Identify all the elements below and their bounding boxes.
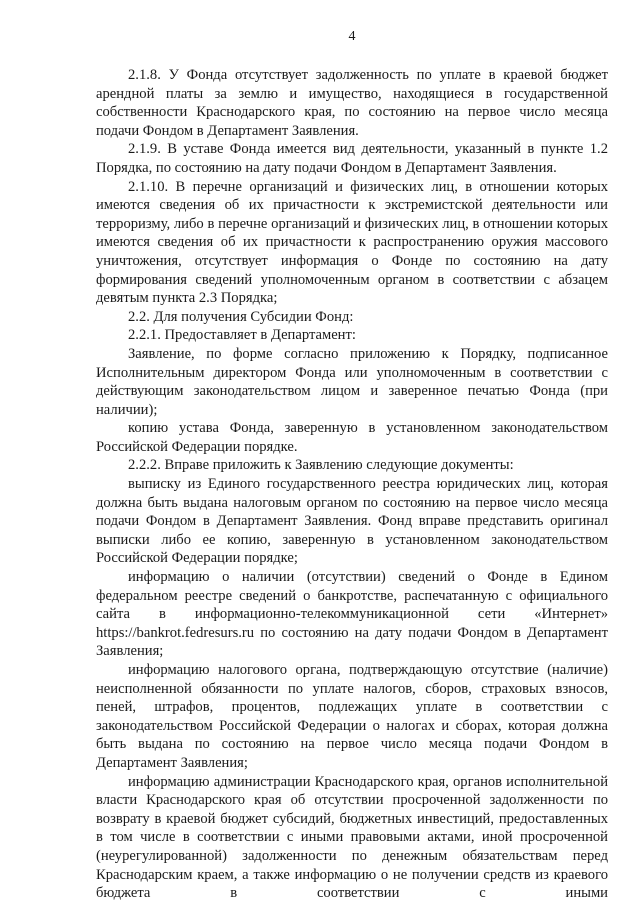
paragraph-application: Заявление, по форме согласно приложению к Порядку, подписанное Исполнительным директором Фонда или уполномоченным в соответствии с действующим законодательством лицом и заверенное печатью Фонда (при наличии); (96, 345, 608, 418)
paragraph-2-1-8: 2.1.8. У Фонда отсутствует задолженность по уплате в краевой бюджет арендной платы за землю и имущество, находящиеся в государственной собственности Краснодарского края, по состоянию на первое число месяца подачи Фондом в Департамент Заявления. (96, 67, 608, 139)
paragraph-registry-extract: выписку из Единого государственного реестра юридических лиц, которая должна быть выдана налоговым органом по состоянию на первое число месяца подачи Фондом в Департамент Заявления. Фонд вправе представить оригинал выписки либо ее копию, заверенную в установленном законодательством Российской Федерации порядке; (96, 476, 608, 567)
paragraph-2-2-1: 2.2.1. Предоставляет в Департамент: (128, 327, 356, 344)
paragraph-2-2: 2.2. Для получения Субсидии Фонд: (128, 308, 354, 325)
paragraph-administration-info: информацию администрации Краснодарского края, органов исполнительной власти Краснодарского края об отсутствии просроченной задолженности по возврату в краевой бюджет субсидий, бюджетных инвестиций, предоставленных в том числе в соответствии с иными правовыми актами, иной просроченной (неурегулированной) задолженности по денежным обязательствам перед Краснодарским краем, а также информацию о не получении средств из краевого бюджета в соответствии с иными (96, 773, 608, 902)
paragraph-tax-info: информацию налогового органа, подтверждающую отсутствие (наличие) неисполненной обязанности по уплате налогов, сборов, страховых взносов, пеней, штрафов, процентов, подлежащих уплате в соответствии с законодательством Российской Федерации о налогах и сборах, которая должна быть выдана по состоянию на первое число месяца подачи Фондом в Департамент Заявления; (96, 662, 608, 771)
document-body (96, 66, 608, 903)
page-number: 4 (348, 29, 356, 44)
paragraph-bankruptcy-info: информацию о наличии (отсутствии) сведений о Фонде в Едином федеральном реестре сведений о банкротстве, распечатанную с официального сайта в информационно-телекоммуникационной сети «Интернет» https://bankrot.fedresurs.ru по состоянию на дату подачи Фондом в Департамент Заявления; (96, 569, 608, 660)
paragraph-2-1-9: 2.1.9. В уставе Фонда имеется вид деятельности, указанный в пункте 1.2 Порядка, по состоянию на дату подачи Фондом в Департамент Заявления. (96, 141, 608, 176)
paragraph-2-2-2: 2.2.2. Вправе приложить к Заявлению следующие документы: (128, 457, 514, 474)
paragraph-charter-copy: копию устава Фонда, заверенную в установленном законодательством Российской Федерации порядке. (96, 420, 608, 455)
paragraph-2-1-10: 2.1.10. В перечне организаций и физических лиц, в отношении которых имеются сведения об их причастности к экстремистской деятельности или терроризму, либо в перечне организаций и физических лиц, в отношении которых имеются сведения об их причастности к распространению оружия массового уничтожения, отсутствует информация о Фонде по состоянию на дату формирования сведений уполномоченным органом в соответствии с абзацем девятым пункта 2.3 Порядка; (96, 178, 608, 307)
